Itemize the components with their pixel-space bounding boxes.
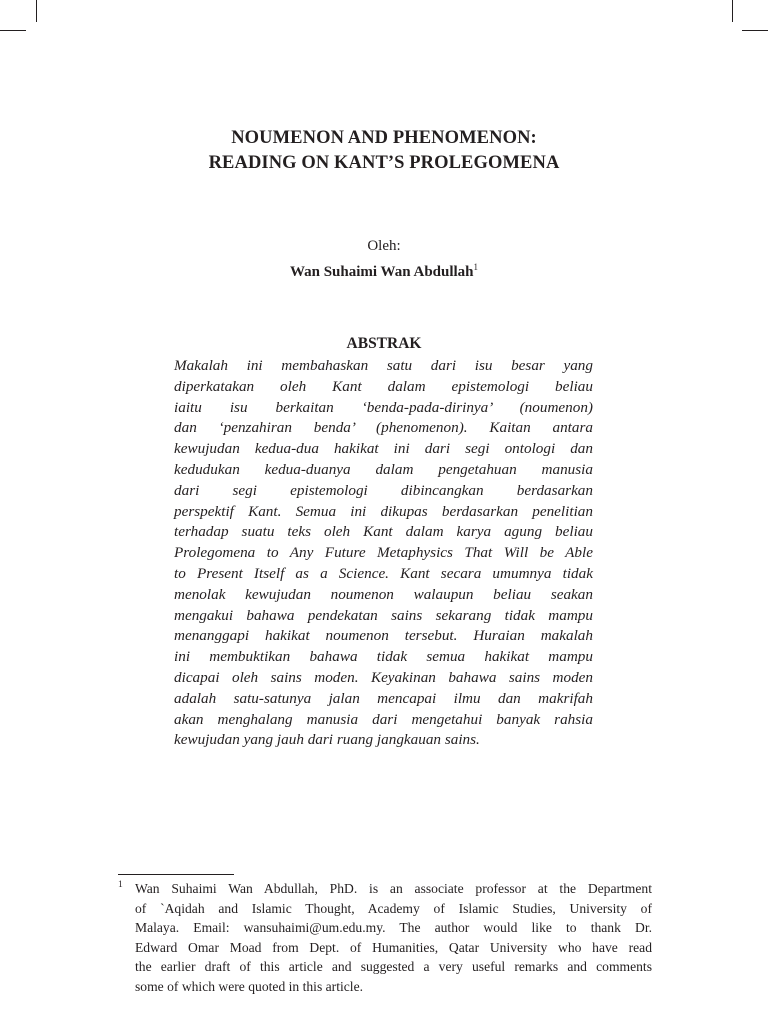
footnote-line: Edward Omar Moad from Dept. of Humanities, Qatar University who have read [135,939,652,955]
title-line-1: NOUMENON AND PHENOMENON: [231,128,537,148]
abstract-line: adalah satu-satunya jalan mencapai ilmu dan makrifah [174,689,593,707]
footnote-line: some of which were quoted in this article. [135,978,364,994]
abstract-line: dicapai oleh sains moden. Keyakinan bahawa sains moden [174,668,593,686]
author-name-text: Wan Suhaimi Wan Abdullah [289,264,474,280]
crop-mark-top-left-vertical [36,0,37,22]
abstract-line: ini membuktikan bahawa tidak semua hakikat mampu [174,648,593,666]
crop-mark-top-right-horizontal [742,30,768,31]
abstract-line: iaitu isu berkaitan ‘benda-pada-dirinya’ (noumenon) [174,398,593,416]
crop-mark-top-left-horizontal [0,30,26,31]
footnote-line: Wan Suhaimi Wan Abdullah, PhD. is an associate professor at the Department [135,881,652,896]
abstract-line: Makalah ini membahaskan satu dari isu besar yang [174,357,593,374]
abstract-body [174,356,593,751]
footnote-line: the earlier draft of this article and suggested a very useful remarks and comments [135,959,652,974]
abstract-line: diperkatakan oleh Kant dalam epistemologi beliau [174,377,593,395]
abstract-line: menanggapi hakikat noumenon tersebut. Huraian makalah [174,627,593,645]
abstract-line: menolak kewujudan noumenon walaupun beliau seakan [174,585,593,603]
abstract-heading: ABSTRAK [346,335,422,352]
abstract-line: dan ‘penzahiran benda’ (phenomenon). Kaitan antara [174,419,593,437]
footnote-line: of `Aqidah and Islamic Thought, Academy of Islamic Studies, University of [135,900,652,916]
abstract-line: Prolegomena to Any Future Metaphysics That Will be Able [174,544,593,562]
abstract-line: akan menghalang manusia dari mengetahui banyak rahsia [174,710,593,728]
abstract-line: perspektif Kant. Semua ini dikupas berdasarkan penelitian [174,502,593,520]
title-line-2: READING ON KANT’S PROLEGOMENA [208,153,560,173]
footnote [118,879,652,996]
abstract-line: kewujudan yang jauh dari ruang jangkauan sains. [174,731,480,749]
article-title [0,126,768,176]
abstract-line: to Present Itself as a Science. Kant secara umumnya tidak [174,564,593,582]
abstract-line: mengakui bahawa pendekatan sains sekarang tidak mampu [174,606,593,624]
footnote-separator [118,874,234,875]
abstract-line: terhadap suatu teks oleh Kant dalam karya agung beliau [174,523,593,541]
author-name [0,262,768,282]
abstract-line: dari segi epistemologi dibincangkan berdasarkan [174,481,593,499]
byline-oleh: Oleh: [367,238,401,254]
footnote-line: Malaya. Email: wansuhaimi@um.edu.my. The author would like to thank Dr. [135,920,652,935]
abstract-line: kewujudan kedua-dua hakikat ini dari segi ontologi dan [174,440,593,458]
footnote-text [135,879,652,996]
crop-mark-top-right-vertical [732,0,733,22]
abstract-line: kedudukan kedua-duanya dalam pengetahuan manusia [174,460,593,478]
footnote-number: 1 [118,880,123,890]
author-footnote-marker: 1 [473,262,479,272]
